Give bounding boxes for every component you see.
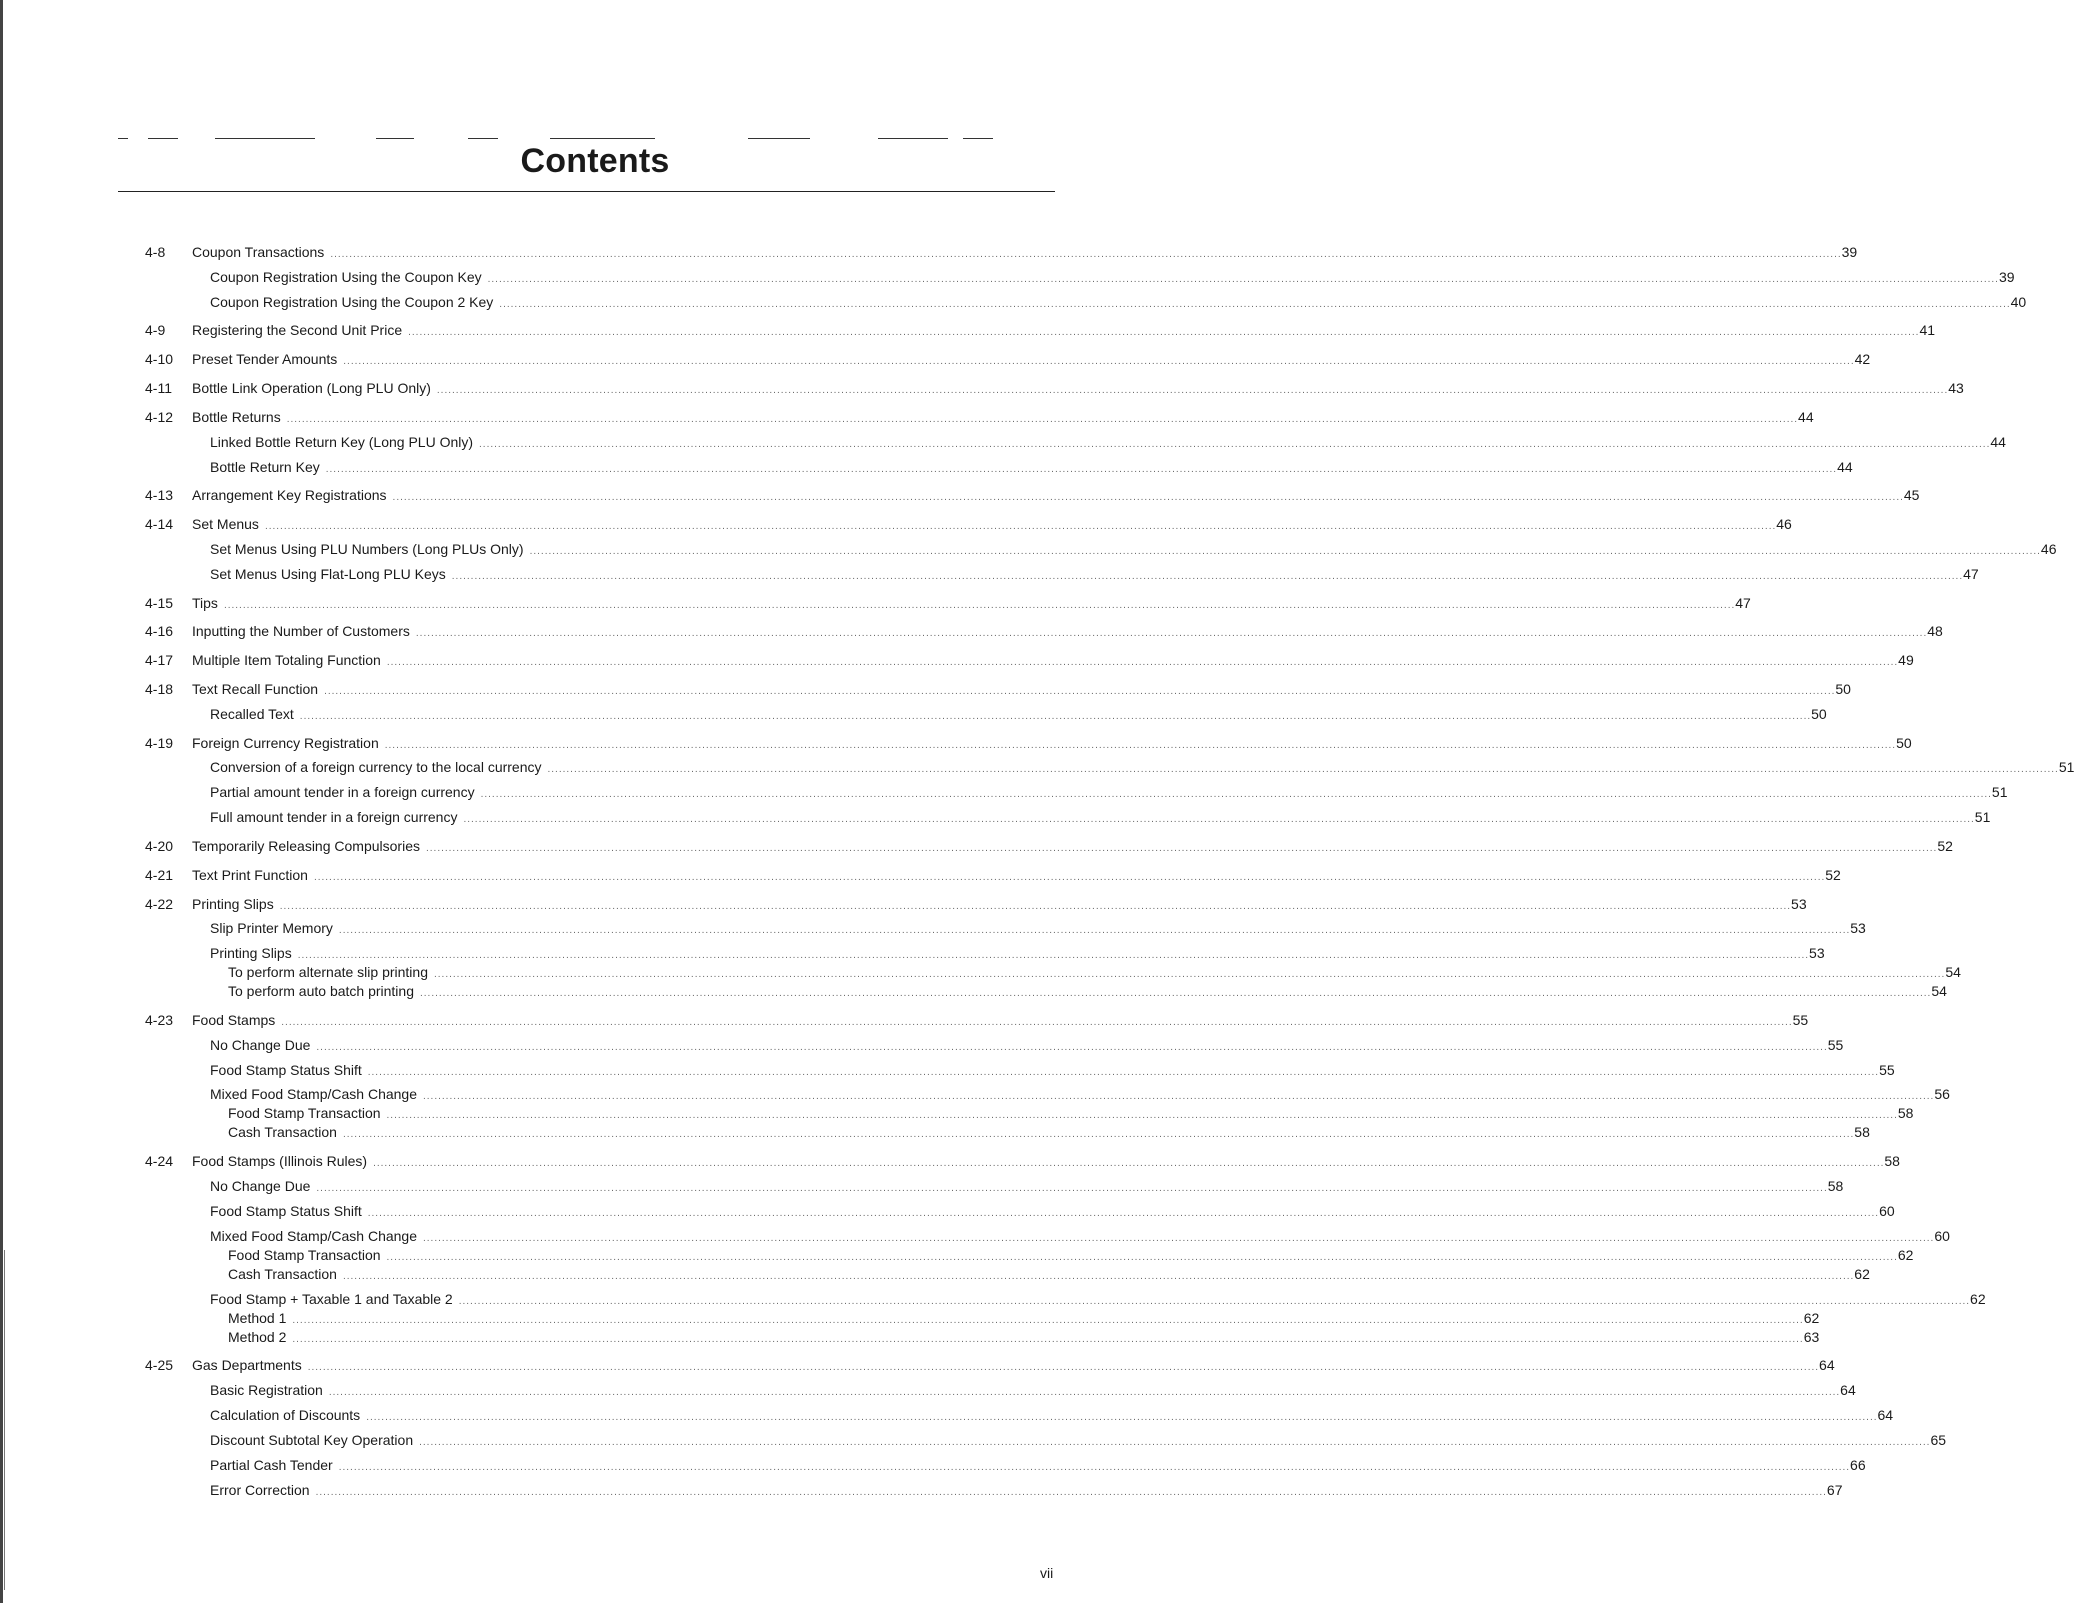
toc-page-number: 58 — [1854, 1124, 1870, 1140]
toc-entry-title: Food Stamps (Illinois Rules) — [192, 1153, 368, 1169]
toc-page-number: 47 — [1735, 595, 1751, 611]
toc-page-number: 56 — [1934, 1086, 1950, 1102]
dot-leader: ................................................................................................................................................................................................................................................................................................................................................................................................................ — [529, 546, 2041, 557]
toc-page-number: 63 — [1803, 1329, 1820, 1345]
toc-page-number: 51 — [2058, 759, 2074, 775]
toc-page-number: 53 — [1791, 896, 1807, 912]
toc-entry-title: Mixed Food Stamp/Cash Change — [210, 1086, 417, 1102]
toc-entry[interactable] — [0, 379, 1964, 397]
toc-page-number: 58 — [1827, 1178, 1844, 1194]
toc-entry[interactable] — [0, 783, 2008, 801]
toc-entry[interactable] — [0, 808, 1991, 826]
toc-page-number: 55 — [1827, 1037, 1844, 1053]
toc-section-number: 4-9 — [145, 322, 166, 338]
toc-entry[interactable] — [0, 350, 1871, 368]
toc-entry-title: To perform auto batch printing — [228, 983, 414, 999]
toc-entry[interactable] — [0, 705, 1827, 723]
toc-section-number: 4-16 — [145, 623, 174, 639]
toc-page-number: 52 — [1825, 867, 1841, 883]
toc-section-number: 4-15 — [145, 595, 174, 611]
toc-page-number: 55 — [1792, 1012, 1809, 1028]
toc-entry-title: Inputting the Number of Customers — [192, 623, 410, 639]
toc-page-number: 44 — [1837, 459, 1853, 475]
dot-leader: ................................................................................................................................................................................................................................................................................................................................................................................................................ — [367, 1208, 1880, 1219]
toc-page-number: 62 — [1897, 1247, 1914, 1263]
toc-section-number: 4-21 — [145, 867, 174, 883]
toc-section-number: 4-14 — [145, 516, 174, 532]
toc-page-number: 67 — [1826, 1482, 1843, 1498]
toc-section-number: 4-11 — [145, 380, 172, 396]
toc-entry-title: Method 1 — [228, 1310, 287, 1326]
toc-page-number: 60 — [1879, 1203, 1895, 1219]
toc-section-number: 4-24 — [145, 1153, 174, 1169]
toc-entry[interactable] — [0, 1085, 1950, 1103]
toc-entry[interactable] — [0, 622, 1943, 640]
toc-page-number: 43 — [1948, 380, 1964, 396]
toc-entry-title: Food Stamp + Taxable 1 and Taxable 2 — [210, 1291, 453, 1307]
toc-entry-title: Multiple Item Totaling Function — [192, 652, 381, 668]
dot-leader: ................................................................................................................................................................................................................................................................................................................................................................................................................ — [423, 1233, 1935, 1244]
toc-page-number: 46 — [1776, 516, 1792, 532]
toc-entry[interactable] — [0, 1227, 1950, 1245]
toc-page-number: 42 — [1854, 351, 1871, 367]
toc-entry[interactable] — [0, 1104, 1914, 1122]
toc-entry-title: Printing Slips — [210, 945, 292, 961]
toc-page-number: 45 — [1903, 487, 1920, 503]
toc-entry[interactable] — [0, 1265, 1870, 1283]
toc-page-number: 53 — [1809, 945, 1825, 961]
toc-entry-title: Error Correction — [210, 1482, 310, 1498]
toc-entry-title: Coupon Registration Using the Coupon Key — [210, 269, 482, 285]
toc-entry[interactable] — [0, 321, 1936, 339]
toc-entry-title: Text Print Function — [192, 867, 308, 883]
toc-entry-title: Mixed Food Stamp/Cash Change — [210, 1228, 417, 1244]
toc-entry[interactable] — [0, 515, 1792, 533]
toc-section-number: 4-23 — [145, 1012, 174, 1028]
toc-entry-title: No Change Due — [210, 1037, 311, 1053]
dot-leader: ................................................................................................................................................................................................................................................................................................................................................................................................................ — [330, 249, 1842, 260]
dot-leader: ................................................................................................................................................................................................................................................................................................................................................................................................................ — [547, 764, 2059, 775]
toc-entry-title: Food Stamp Transaction — [228, 1105, 381, 1121]
dot-leader: ................................................................................................................................................................................................................................................................................................................................................................................................................ — [292, 1334, 1804, 1345]
toc-page-number: 60 — [1934, 1228, 1950, 1244]
toc-page-number: 49 — [1898, 652, 1914, 668]
toc-entry[interactable] — [0, 486, 1920, 504]
toc-page-number: 55 — [1879, 1062, 1895, 1078]
toc-entry-title: Text Recall Function — [192, 681, 319, 697]
toc-entry-title: Bottle Returns — [192, 409, 281, 425]
toc-entry[interactable] — [0, 1246, 1914, 1264]
dot-leader: ................................................................................................................................................................................................................................................................................................................................................................................................................ — [324, 686, 1836, 697]
toc-entry[interactable] — [0, 1328, 1820, 1346]
toc-entry[interactable] — [0, 540, 2057, 558]
toc-entry-title: Bottle Return Key — [210, 459, 320, 475]
toc-entry[interactable] — [0, 243, 1858, 261]
toc-page-number: 50 — [1811, 706, 1827, 722]
dot-leader: ................................................................................................................................................................................................................................................................................................................................................................................................................ — [281, 1017, 1793, 1028]
dot-leader: ................................................................................................................................................................................................................................................................................................................................................................................................................ — [499, 299, 2011, 310]
dot-leader: ................................................................................................................................................................................................................................................................................................................................................................................................................ — [292, 1315, 1804, 1326]
toc-page-number: 54 — [1931, 983, 1947, 999]
toc-page-number: 50 — [1835, 681, 1851, 697]
toc-page-number: 44 — [1798, 409, 1814, 425]
toc-entry-title: Set Menus — [192, 516, 259, 532]
toc-entry-title: Coupon Transactions — [192, 244, 325, 260]
toc-entry[interactable] — [0, 651, 1914, 669]
toc-page-number: 58 — [1884, 1153, 1900, 1169]
toc-page-number: 51 — [1974, 809, 1991, 825]
toc-page-number: 52 — [1937, 838, 1953, 854]
dot-leader: ................................................................................................................................................................................................................................................................................................................................................................................................................ — [425, 843, 1938, 854]
toc-entry-title: Tips — [192, 595, 218, 611]
page-number: vii — [1040, 1565, 1054, 1581]
toc-entry[interactable] — [0, 565, 1979, 583]
dot-leader: ................................................................................................................................................................................................................................................................................................................................................................................................................ — [419, 1437, 1931, 1448]
toc-page-number: 64 — [1877, 1407, 1894, 1423]
dot-leader: ................................................................................................................................................................................................................................................................................................................................................................................................................ — [342, 1129, 1855, 1140]
toc-entry-title: Recalled Text — [210, 706, 294, 722]
toc-entry[interactable] — [0, 982, 1947, 1000]
dot-leader: ................................................................................................................................................................................................................................................................................................................................................................................................................ — [386, 1110, 1898, 1121]
toc-section-number: 4-12 — [145, 409, 174, 425]
toc-entry[interactable] — [0, 1011, 1809, 1029]
toc-page-number: 54 — [1945, 964, 1961, 980]
toc-entry-title: Food Stamp Status Shift — [210, 1062, 362, 1078]
toc-page-number: 44 — [1990, 434, 2006, 450]
dot-leader: ................................................................................................................................................................................................................................................................................................................................................................................................................ — [420, 988, 1932, 999]
dot-leader: ................................................................................................................................................................................................................................................................................................................................................................................................................ — [436, 385, 1949, 396]
dot-leader: ................................................................................................................................................................................................................................................................................................................................................................................................................ — [264, 521, 1777, 532]
toc-entry[interactable] — [0, 963, 1961, 981]
dot-leader: ................................................................................................................................................................................................................................................................................................................................................................................................................ — [342, 1271, 1855, 1282]
toc-page-number: 39 — [1841, 244, 1858, 260]
dot-leader: ................................................................................................................................................................................................................................................................................................................................................................................................................ — [367, 1067, 1880, 1078]
toc-entry-title: Basic Registration — [210, 1382, 323, 1398]
dot-leader: ................................................................................................................................................................................................................................................................................................................................................................................................................ — [338, 925, 1851, 936]
toc-page-number: 62 — [1854, 1266, 1870, 1282]
toc-section-number: 4-22 — [145, 896, 174, 912]
dot-leader: ................................................................................................................................................................................................................................................................................................................................................................................................................ — [307, 1362, 1820, 1373]
toc-entry-title: Food Stamp Status Shift — [210, 1203, 362, 1219]
toc-entry[interactable] — [0, 837, 1953, 855]
toc-entry-title: Partial Cash Tender — [210, 1457, 333, 1473]
toc-entry-title: Gas Departments — [192, 1357, 302, 1373]
toc-page-number: 58 — [1897, 1105, 1914, 1121]
toc-entry[interactable] — [0, 1406, 1894, 1424]
toc-entry[interactable] — [0, 1356, 1835, 1374]
toc-entry[interactable] — [0, 1036, 1844, 1054]
toc-entry[interactable] — [0, 1152, 1900, 1170]
toc-entry-title: To perform alternate slip printing — [228, 964, 428, 980]
toc-entry-title: Conversion of a foreign currency to the local currency — [210, 759, 542, 775]
page-title: Contents — [520, 142, 670, 180]
toc-entry[interactable] — [0, 758, 2074, 776]
toc-entry-title: Partial amount tender in a foreign currency — [210, 784, 475, 800]
toc-entry[interactable] — [0, 268, 2015, 286]
toc-entry-title: Temporarily Releasing Compulsories — [192, 838, 420, 854]
dot-leader: ................................................................................................................................................................................................................................................................................................................................................................................................................ — [338, 1462, 1851, 1473]
dot-leader: ................................................................................................................................................................................................................................................................................................................................................................................................................ — [223, 600, 1736, 611]
toc-page-number: 51 — [1991, 784, 2008, 800]
toc-entry[interactable] — [0, 458, 1853, 476]
toc-entry-title: Method 2 — [228, 1329, 287, 1345]
dot-leader: ................................................................................................................................................................................................................................................................................................................................................................................................................ — [299, 711, 1812, 722]
dot-leader: ................................................................................................................................................................................................................................................................................................................................................................................................................ — [328, 1387, 1841, 1398]
toc-entry[interactable] — [0, 433, 2006, 451]
toc-entry[interactable] — [0, 1290, 1986, 1308]
dot-leader: ................................................................................................................................................................................................................................................................................................................................................................................................................ — [386, 657, 1899, 668]
toc-entry[interactable] — [0, 1431, 1947, 1449]
dot-leader: ................................................................................................................................................................................................................................................................................................................................................................................................................ — [434, 969, 1946, 980]
toc-page-number: 64 — [1840, 1382, 1856, 1398]
toc-section-number: 4-10 — [145, 351, 174, 367]
dot-leader: ................................................................................................................................................................................................................................................................................................................................................................................................................ — [316, 1183, 1828, 1194]
toc-entry-title: Set Menus Using PLU Numbers (Long PLUs Only) — [210, 541, 524, 557]
toc-entry-title: Linked Bottle Return Key (Long PLU Only) — [210, 434, 474, 450]
dot-leader: ................................................................................................................................................................................................................................................................................................................................................................................................................ — [479, 439, 1991, 450]
toc-entry[interactable] — [0, 1177, 1844, 1195]
dot-leader: ................................................................................................................................................................................................................................................................................................................................................................................................................ — [458, 1296, 1971, 1307]
toc-page-number: 66 — [1850, 1457, 1866, 1473]
toc-entry[interactable] — [0, 1061, 1895, 1079]
toc-section-number: 4-18 — [145, 681, 174, 697]
dot-leader: ................................................................................................................................................................................................................................................................................................................................................................................................................ — [480, 789, 1992, 800]
toc-entry-title: No Change Due — [210, 1178, 311, 1194]
toc-entry-title: Set Menus Using Flat-Long PLU Keys — [210, 566, 446, 582]
toc-entry[interactable] — [0, 1123, 1870, 1141]
dot-leader: ................................................................................................................................................................................................................................................................................................................................................................................................................ — [373, 1158, 1885, 1169]
toc-page-number: 41 — [1919, 322, 1936, 338]
toc-page-number: 65 — [1930, 1432, 1947, 1448]
toc-entry[interactable] — [0, 866, 1841, 884]
dot-leader: ................................................................................................................................................................................................................................................................................................................................................................................................................ — [366, 1412, 1878, 1423]
toc-entry-title: Arrangement Key Registrations — [192, 487, 387, 503]
dot-leader: ................................................................................................................................................................................................................................................................................................................................................................................................................ — [286, 414, 1799, 425]
dot-leader: ................................................................................................................................................................................................................................................................................................................................................................................................................ — [451, 571, 1964, 582]
toc-page-number: 53 — [1850, 920, 1866, 936]
toc-entry[interactable] — [0, 1202, 1895, 1220]
toc-entry[interactable] — [0, 919, 1866, 937]
toc-page-number: 62 — [1803, 1310, 1820, 1326]
toc-entry-title: Foreign Currency Registration — [192, 735, 379, 751]
toc-page-number: 39 — [1998, 269, 2015, 285]
toc-section-number: 4-25 — [145, 1357, 174, 1373]
dot-leader: ................................................................................................................................................................................................................................................................................................................................................................................................................ — [279, 901, 1792, 912]
dot-leader: ................................................................................................................................................................................................................................................................................................................................................................................................................ — [415, 628, 1928, 639]
toc-entry-title: Food Stamp Transaction — [228, 1247, 381, 1263]
toc-entry-title: Cash Transaction — [228, 1266, 337, 1282]
toc-entry[interactable] — [0, 1481, 1843, 1499]
dot-leader: ................................................................................................................................................................................................................................................................................................................................................................................................................ — [386, 1252, 1898, 1263]
toc-section-number: 4-17 — [145, 652, 174, 668]
toc-entry-title: Preset Tender Amounts — [192, 351, 338, 367]
toc-page-number: 48 — [1927, 623, 1943, 639]
dot-leader: ................................................................................................................................................................................................................................................................................................................................................................................................................ — [423, 1091, 1935, 1102]
dot-leader: ................................................................................................................................................................................................................................................................................................................................................................................................................ — [487, 274, 1999, 285]
toc-entry-title: Cash Transaction — [228, 1124, 337, 1140]
toc-page-number: 64 — [1819, 1357, 1835, 1373]
dot-leader: ................................................................................................................................................................................................................................................................................................................................................................................................................ — [315, 1487, 1827, 1498]
dot-leader: ................................................................................................................................................................................................................................................................................................................................................................................................................ — [408, 327, 1920, 338]
dot-leader: ................................................................................................................................................................................................................................................................................................................................................................................................................ — [316, 1042, 1828, 1053]
dot-leader: ................................................................................................................................................................................................................................................................................................................................................................................................................ — [313, 872, 1826, 883]
toc-entry[interactable] — [0, 680, 1851, 698]
toc-entry-title: Full amount tender in a foreign currency — [210, 809, 458, 825]
toc-entry[interactable] — [0, 594, 1751, 612]
toc-entry-title: Bottle Link Operation (Long PLU Only) — [192, 380, 431, 396]
toc-entry-title: Food Stamps — [192, 1012, 276, 1028]
toc-entry[interactable] — [0, 944, 1825, 962]
toc-entry-title: Slip Printer Memory — [210, 920, 333, 936]
toc-entry-title: Printing Slips — [192, 896, 274, 912]
toc-page-number: 40 — [2010, 294, 2027, 310]
toc-section-number: 4-8 — [145, 244, 166, 260]
dot-leader: ................................................................................................................................................................................................................................................................................................................................................................................................................ — [297, 950, 1810, 961]
dot-leader: ................................................................................................................................................................................................................................................................................................................................................................................................................ — [343, 356, 1855, 367]
toc-entry[interactable] — [0, 1309, 1820, 1327]
toc-entry-title: Discount Subtotal Key Operation — [210, 1432, 414, 1448]
toc-entry[interactable] — [0, 408, 1814, 426]
toc-entry[interactable] — [0, 895, 1807, 913]
toc-page-number: 50 — [1896, 735, 1912, 751]
toc-section-number: 4-13 — [145, 487, 174, 503]
toc-section-number: 4-20 — [145, 838, 174, 854]
toc-entry[interactable] — [0, 293, 2027, 311]
toc-entry-title: Calculation of Discounts — [210, 1407, 361, 1423]
dot-leader: ................................................................................................................................................................................................................................................................................................................................................................................................................ — [384, 740, 1897, 751]
toc-entry[interactable] — [0, 1381, 1856, 1399]
toc-entry-title: Coupon Registration Using the Coupon 2 Key — [210, 294, 494, 310]
toc-entry-title: Registering the Second Unit Price — [192, 322, 403, 338]
toc-page-number: 47 — [1963, 566, 1979, 582]
toc-page-number: 46 — [2040, 541, 2057, 557]
dot-leader: ................................................................................................................................................................................................................................................................................................................................................................................................................ — [325, 464, 1838, 475]
dot-leader: ................................................................................................................................................................................................................................................................................................................................................................................................................ — [463, 814, 1975, 825]
toc-entry[interactable] — [0, 1456, 1866, 1474]
toc-entry[interactable] — [0, 734, 1912, 752]
toc-section-number: 4-19 — [145, 735, 174, 751]
dot-leader: ................................................................................................................................................................................................................................................................................................................................................................................................................ — [392, 492, 1904, 503]
toc-page-number: 62 — [1970, 1291, 1986, 1307]
